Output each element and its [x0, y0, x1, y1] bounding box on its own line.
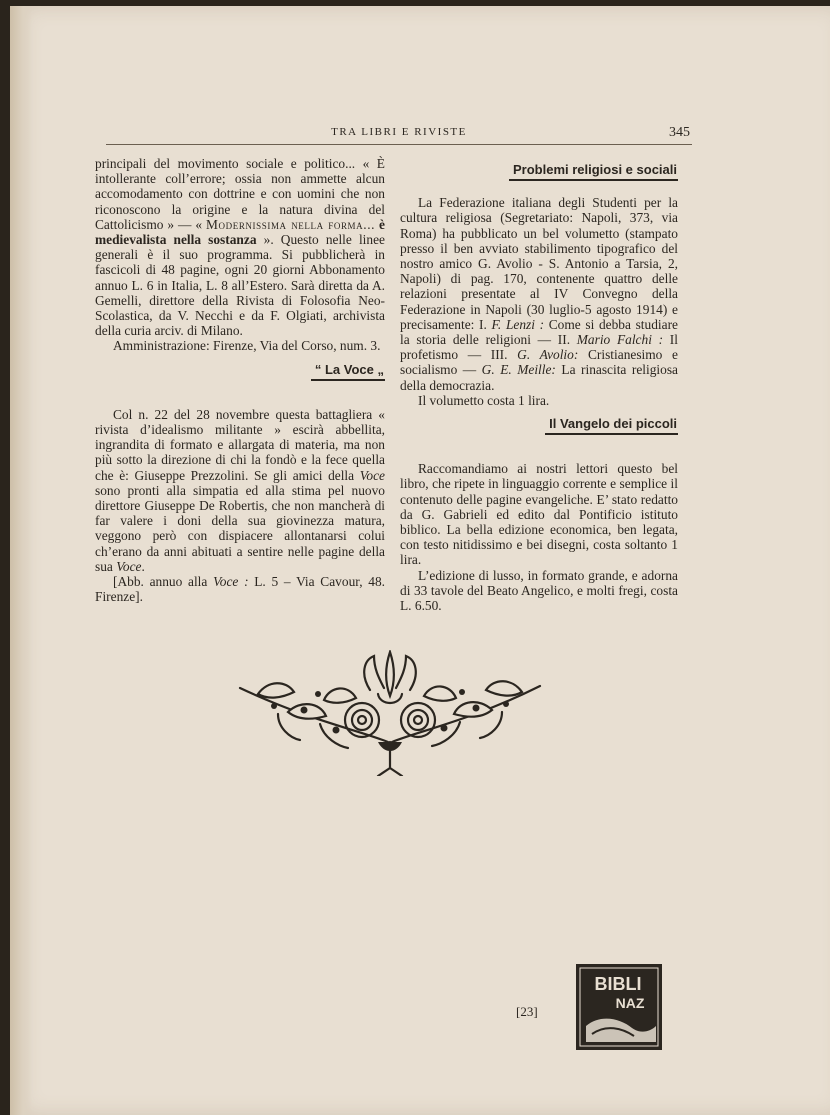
right-column [400, 156, 678, 613]
paragraph-voce: Col n. 22 del 28 novembre questa battagliera « rivista d’idealismo militante » escirà abbellita, ingrandita di formato e allargata di materia, ma non più sotto la direzione di chi la fondò e la fece quella che è: Giuseppe Prezzolini. Se gli amici della Voce sono pronti alla simpatia ed alla stima pel nuovo direttore Giuseppe De Robertis, che non mancherà di far valere i doni della sua giovinezza matura, veggono però con dispiacere allontanarsi colui ch’erano da anni abituati a sentire nelle pagine della sua Voce. [95, 406, 385, 574]
heading-problemi-wrap [400, 162, 678, 181]
library-mark-line2: NAZ [615, 995, 645, 1011]
running-head [106, 120, 692, 145]
paragraph-vangelo: Raccomandiamo ai nostri lettori questo bel libro, che ripete in linguaggio corrente e semplice il contenuto delle pagine evangeliche. E’ stato redatto da G. Gabrieli ed edito dal Pontificio istituto biblico. La bella edizione economica, ben legata, con testo nitidissimo e bei disegni, costa soltanto 1 lira. [400, 461, 678, 568]
section-heading-voce: “ La Voce „ [311, 362, 385, 381]
heading-vangelo-wrap [400, 416, 678, 435]
folio-number: [23] [516, 1004, 538, 1019]
paragraph-federazione: La Federazione italiana degli Studenti per la cultura religiosa (Segretariato: Napoli, 373, via Roma) ha pubblicato un bel volumetto (stampato presso il ben avviato stabilimento tipografico del nostro amico G. Avolio - S. Antonio a Tarsia, 2, Napoli) di pag. 170, contenente quattro delle relazioni presentate al IV Convegno della Federazione in Napoli (30 luglio-5 agosto 1914) e precisamente: I. F. Lenzi : Come si debba studiare la storia delle religioni — II. Mario Falchi : Il profetismo — III. G. Avolio: Cristianesimo e socialismo — G. E. Meille: La rinascita religiosa della democrazia. [400, 195, 678, 393]
section-heading-problemi: Problemi religiosi e sociali [509, 162, 678, 181]
paragraph-costo: Il volumetto costa 1 lira. [418, 392, 550, 408]
section-heading-vangelo: Il Vangelo dei piccoli [545, 416, 678, 435]
heading-voce-wrap [95, 362, 385, 381]
page-number: 345 [669, 125, 690, 140]
paragraph-abbonamento: [Abb. annuo alla Voce : L. 5 – Via Cavour, 48. Firenze]. [95, 574, 385, 605]
paragraph-rivista: principali del movimento sociale e politico... « È intollerante coll’errore; ossia non ammette alcun accomodamento con dottrine e con uomini che non riconoscono la origine e la natura divina del Cattolicismo » — « Modernissima nella forma... è medievalista nella sostanza ». Questo nelle linee generali è il suo programma. Si pubblicherà in fascicoli di 48 pagine, ogni 20 giorni Abbonamento annuo L. 6 in Italia, L. 8 all’Estero. Sarà diretta da A. Gemelli, direttore della Rivista di Folosofia Neo-Scolastica, da V. Necchi e da F. Olgiati, archivista della curia arciv. di Milano. [95, 156, 385, 339]
library-stamp-icon [570, 962, 666, 1052]
paragraph-amministrazione: Amministrazione: Firenze, Via del Corso, num. 3. [113, 338, 381, 354]
bold-quote: è medievalista nella sostanza [95, 216, 385, 248]
running-title: TRA LIBRI E RIVISTE [331, 126, 467, 138]
page-gutter [10, 6, 32, 1115]
paragraph-lusso: L’edizione di lusso, in formato grande, e adorna di 33 tavole del Beato Angelico, e molti fregi, costa L. 6.50. [400, 567, 678, 614]
library-mark-line1: BIBLI [594, 974, 642, 994]
smallcaps-quote: Modernissima nella forma... [206, 216, 376, 232]
left-column [95, 156, 385, 604]
floral-ornament-icon [238, 650, 542, 776]
